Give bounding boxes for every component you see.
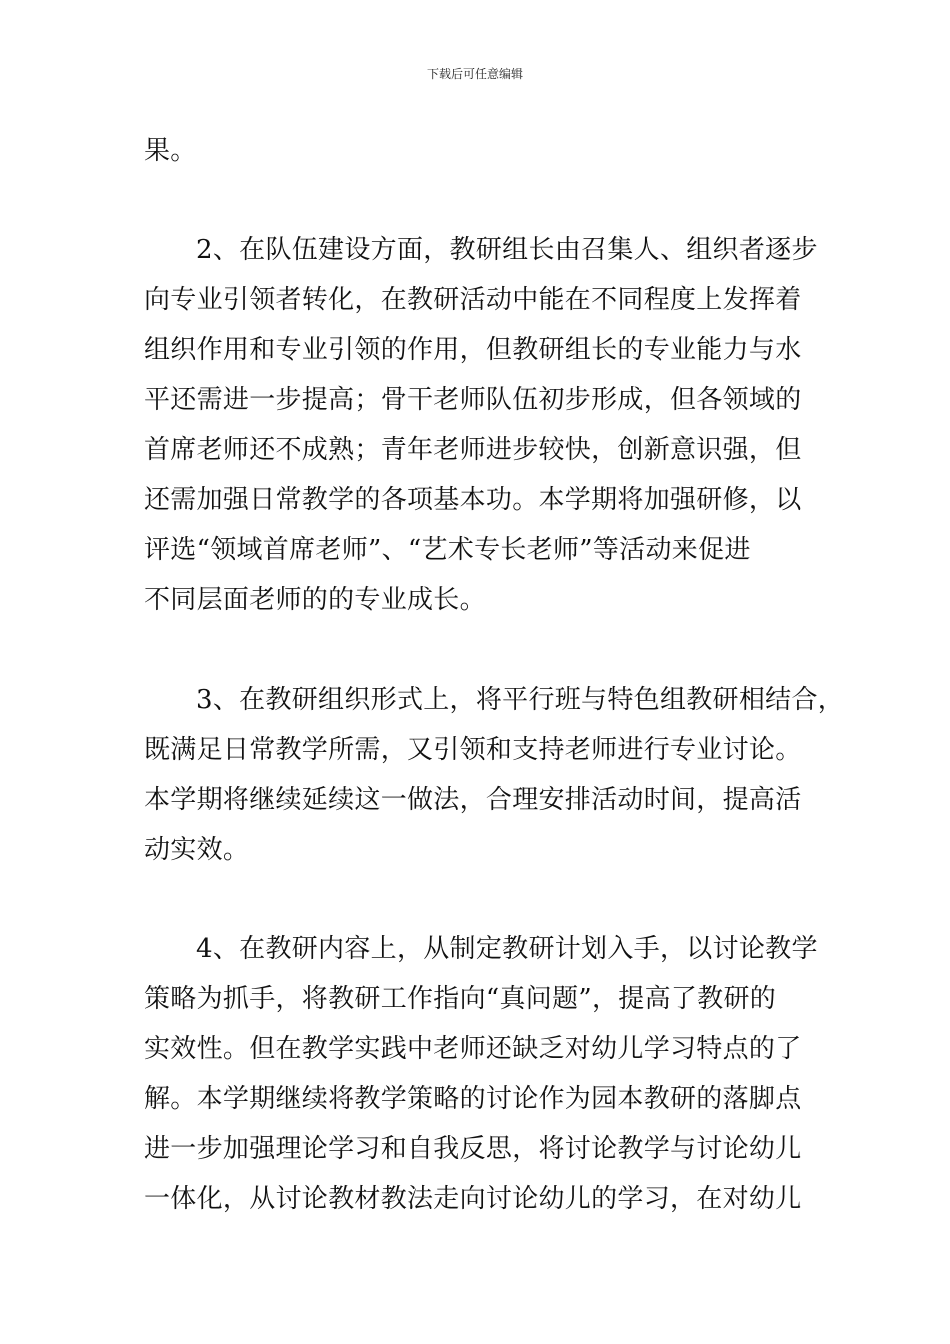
paragraph-1-line-1: 果。	[144, 136, 197, 166]
paragraph-3-line-4: 动实效。	[144, 835, 250, 865]
paragraph-2-line-5: 首席老师还不成熟；青年老师进步较快，创新意识强，但	[144, 435, 802, 465]
paragraph-2-line-4: 平还需进一步提高；骨干老师队伍初步形成，但各领域的	[144, 385, 802, 415]
paragraph-4-line-3: 实效性。但在教学实践中老师还缺乏对幼儿学习特点的了	[144, 1034, 802, 1064]
paragraph-3-line-2: 既满足日常教学所需，又引领和支持老师进行专业讨论。	[144, 735, 802, 765]
paragraph-4-line-4: 解。本学期继续将教学策略的讨论作为园本教研的落脚点	[144, 1084, 802, 1114]
paragraph-2-line-6: 还需加强日常教学的各项基本功。本学期将加强研修，以	[144, 485, 802, 515]
paragraph-2-line-1: 2、在队伍建设方面，教研组长由召集人、组织者逐步	[196, 235, 818, 265]
paragraph-2-line-7: 评选“领域首席老师”、“艺术专长老师”等活动来促进	[144, 535, 751, 565]
paragraph-4-line-6: 一体化，从讨论教材教法走向讨论幼儿的学习，在对幼儿	[144, 1184, 802, 1214]
paragraph-4-line-5: 进一步加强理论学习和自我反思，将讨论教学与讨论幼儿	[144, 1134, 802, 1164]
paragraph-3-line-3: 本学期将继续延续这一做法，合理安排活动时间，提高活	[144, 785, 802, 815]
paragraph-2-line-2: 向专业引领者转化，在教研活动中能在不同程度上发挥着	[144, 285, 802, 315]
paragraph-4-line-1: 4、在教研内容上，从制定教研计划入手，以讨论教学	[196, 934, 818, 964]
paragraph-3-line-1: 3、在教研组织形式上，将平行班与特色组教研相结合，	[196, 685, 845, 715]
page-header: 下载后可任意编辑	[426, 67, 523, 81]
paragraph-2-line-8: 不同层面老师的的专业成长。	[144, 585, 486, 615]
paragraph-4-line-2: 策略为抓手，将教研工作指向“真问题”，提高了教研的	[144, 984, 777, 1014]
paragraph-2-line-3: 组织作用和专业引领的作用，但教研组长的专业能力与水	[144, 335, 802, 365]
